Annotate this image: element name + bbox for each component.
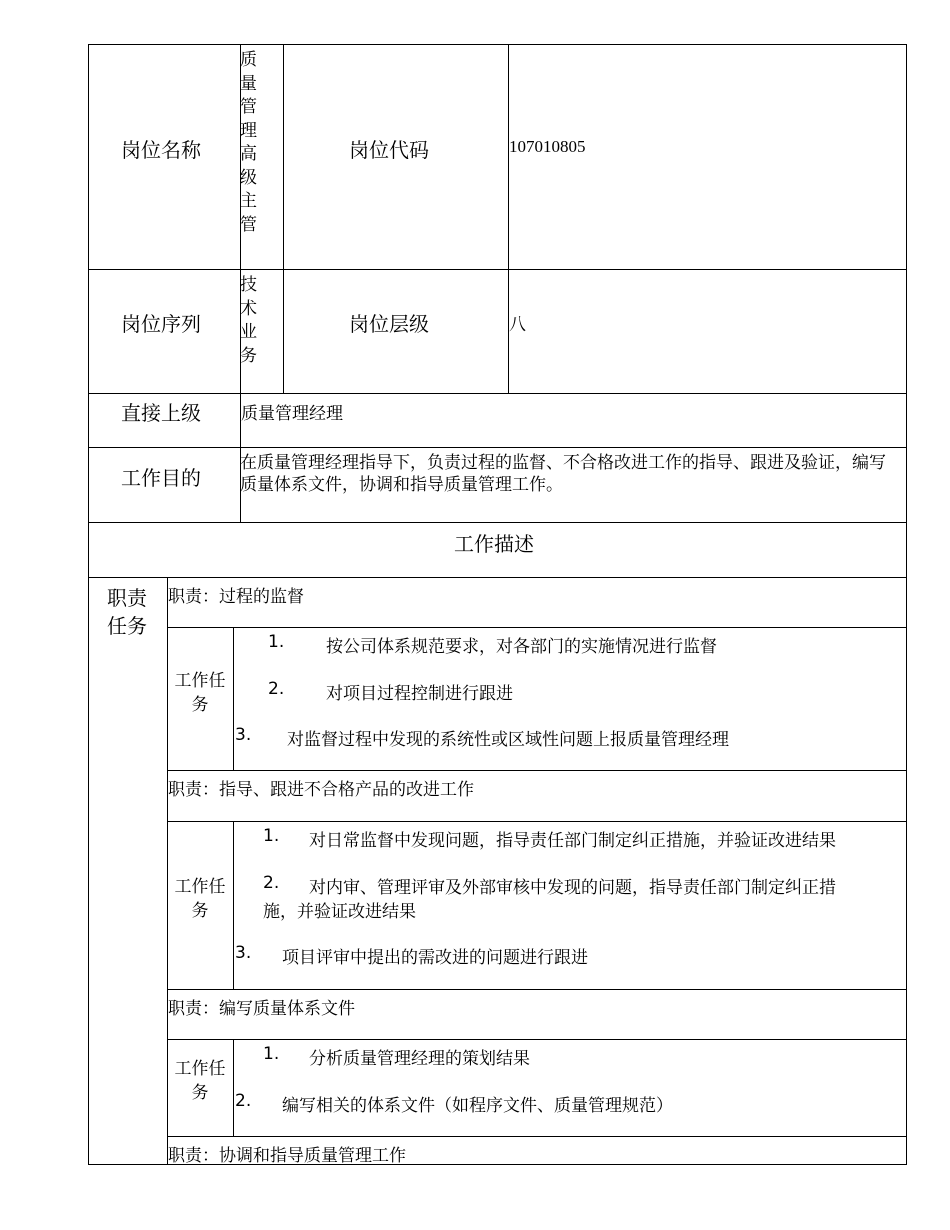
col-divider xyxy=(283,44,284,394)
task-text: 分析质量管理经理的策划结果 xyxy=(309,1049,530,1069)
position-series-value: 技 术 业 务 xyxy=(240,275,257,366)
task-number: 1. xyxy=(263,1044,280,1064)
duty-title: 职责：协调和指导质量管理工作 xyxy=(168,1146,406,1166)
task-text: 按公司体系规范要求，对各部门的实施情况进行监督 xyxy=(326,637,717,657)
row-divider xyxy=(167,1136,907,1137)
row-divider xyxy=(167,627,907,628)
col-divider xyxy=(508,44,509,394)
task-label: 工作任 xyxy=(174,671,226,691)
supervisor-label: 直接上级 xyxy=(121,401,201,425)
row-divider xyxy=(167,1039,907,1040)
task-number: 1. xyxy=(263,826,280,846)
purpose-label: 工作目的 xyxy=(121,466,201,490)
col-divider xyxy=(233,627,234,771)
task-label: 工作任 xyxy=(174,1059,226,1079)
duties-label-line2: 任务 xyxy=(107,614,147,638)
task-number: 1. xyxy=(268,632,285,652)
task-text: 对监督过程中发现的系统性或区域性问题上报质量管理经理 xyxy=(287,730,729,750)
row-divider xyxy=(167,821,907,822)
table-border-left xyxy=(88,44,89,1165)
task-text: 项目评审中提出的需改进的问题进行跟进 xyxy=(282,948,588,968)
section-title: 工作描述 xyxy=(454,532,534,556)
task-label: 务 xyxy=(191,695,209,715)
row-divider xyxy=(167,989,907,990)
position-name-value: 质 量 管 理 高 级 主 管 xyxy=(240,50,257,235)
task-number: 3. xyxy=(235,725,252,745)
task-text: 对内审、管理评审及外部审核中发现的问题，指导责任部门制定纠正措 xyxy=(309,878,836,898)
row-divider xyxy=(88,522,907,523)
position-level-value: 八 xyxy=(509,315,526,335)
duty-title: 职责：过程的监督 xyxy=(168,587,304,607)
task-text: 编写相关的体系文件（如程序文件、质量管理规范） xyxy=(282,1096,673,1116)
task-number: 2. xyxy=(235,1091,252,1111)
task-number: 2. xyxy=(263,873,280,893)
task-number: 2. xyxy=(268,679,285,699)
col-divider xyxy=(233,1039,234,1137)
position-name-label: 岗位名称 xyxy=(121,138,201,162)
row-divider xyxy=(167,770,907,771)
row-divider xyxy=(88,393,907,394)
duty-title: 职责：编写质量体系文件 xyxy=(168,999,355,1019)
task-text-continued: 施，并验证改进结果 xyxy=(263,902,416,922)
supervisor-value: 质量管理经理 xyxy=(241,404,343,424)
duties-label-line1: 职责 xyxy=(107,586,147,610)
table-border-top xyxy=(88,44,907,45)
row-divider xyxy=(88,447,907,448)
row-divider xyxy=(88,269,907,270)
col-divider xyxy=(233,821,234,990)
task-text: 对项目过程控制进行跟进 xyxy=(326,684,513,704)
task-label: 工作任 xyxy=(174,877,226,897)
row-divider xyxy=(88,577,907,578)
position-code-value: 107010805 xyxy=(509,137,586,156)
duty-title: 职责：指导、跟进不合格产品的改进工作 xyxy=(168,780,474,800)
task-number: 3. xyxy=(235,943,252,963)
task-label: 务 xyxy=(191,901,209,921)
purpose-value: 在质量管理经理指导下，负责过程的监督、不合格改进工作的指导、跟进及验证，编写质量体系文件，协调和指导质量管理工作。 xyxy=(240,453,886,495)
position-level-label: 岗位层级 xyxy=(349,312,429,336)
task-label: 务 xyxy=(191,1083,209,1103)
position-code-label: 岗位代码 xyxy=(349,138,429,162)
table-border-right xyxy=(906,44,907,1165)
position-series-label: 岗位序列 xyxy=(121,312,201,336)
task-text: 对日常监督中发现问题，指导责任部门制定纠正措施，并验证改进结果 xyxy=(309,831,836,851)
